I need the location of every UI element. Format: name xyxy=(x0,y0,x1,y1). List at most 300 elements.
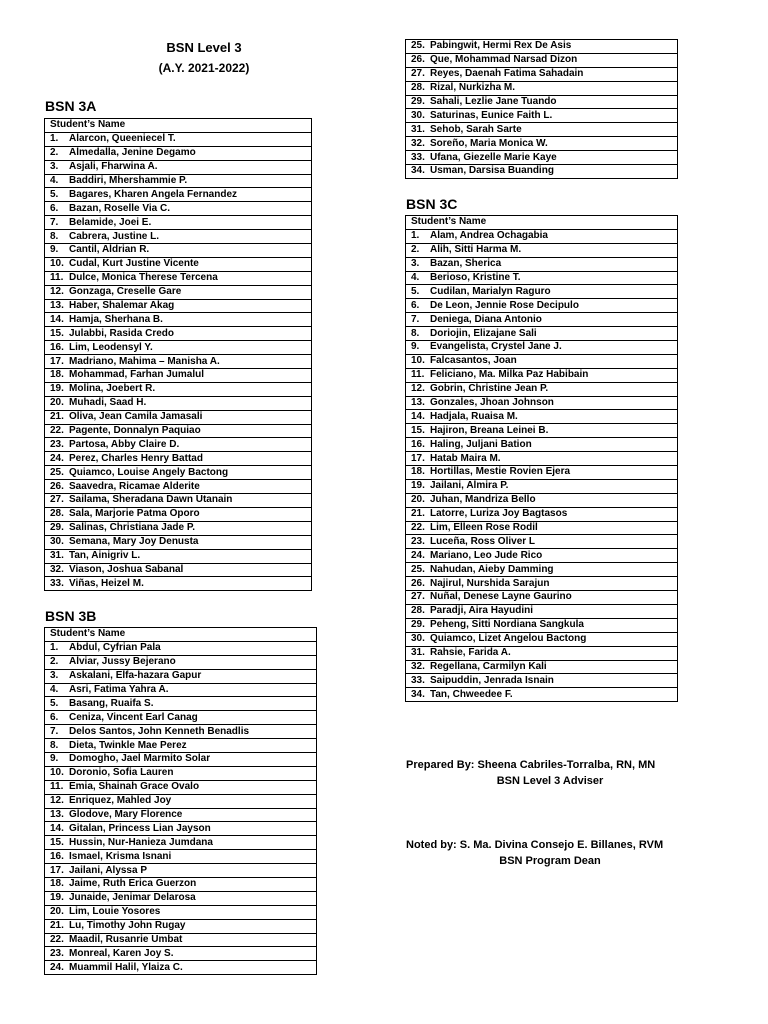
table-row xyxy=(45,466,312,480)
student-number: 18. xyxy=(50,878,64,890)
student-name: Cudilan, Marialyn Raguro xyxy=(430,285,551,297)
document-subtitle: (A.Y. 2021-2022) xyxy=(158,61,250,75)
student-cell xyxy=(45,494,312,508)
column-header-students-name: Student’s Name xyxy=(45,119,312,133)
student-cell xyxy=(45,549,312,563)
student-name: Jailani, Almira P. xyxy=(430,480,509,492)
student-cell xyxy=(406,479,678,493)
student-name: Tan, Ainigriv L. xyxy=(69,550,141,562)
table-row xyxy=(45,396,312,410)
student-name: Falcasantos, Joan xyxy=(430,355,517,367)
student-number: 32. xyxy=(50,563,64,575)
table-row xyxy=(406,493,678,507)
student-cell xyxy=(45,822,317,836)
table-row xyxy=(45,341,312,355)
table-row xyxy=(45,878,317,892)
student-cell xyxy=(45,410,312,424)
student-cell xyxy=(45,480,312,494)
student-number: 12. xyxy=(411,383,425,395)
student-cell xyxy=(406,674,678,688)
table-row xyxy=(406,632,678,646)
student-name: Belamide, Joei E. xyxy=(69,216,152,228)
student-number: 2. xyxy=(411,244,420,256)
student-cell xyxy=(45,299,312,313)
student-number: 16. xyxy=(411,438,425,450)
roster-table-bsn-3b-continued xyxy=(405,39,678,179)
student-name: Hadjala, Ruaisa M. xyxy=(430,410,518,422)
student-number: 7. xyxy=(411,313,420,325)
student-cell xyxy=(45,244,312,258)
student-number: 1. xyxy=(50,642,59,654)
student-number: 14. xyxy=(50,822,64,834)
table-row xyxy=(45,132,312,146)
student-name: Berioso, Kristine T. xyxy=(430,272,521,283)
table-row xyxy=(406,549,678,563)
student-cell xyxy=(45,257,312,271)
student-name: Muammil Halil, Ylaiza C. xyxy=(69,961,183,973)
student-number: 19. xyxy=(50,892,64,904)
student-cell xyxy=(406,604,678,618)
student-number: 3. xyxy=(50,161,59,173)
student-number: 21. xyxy=(411,508,425,520)
student-number: 33. xyxy=(411,151,425,163)
student-name: Gitalan, Princess Lian Jayson xyxy=(69,822,211,834)
student-number: 2. xyxy=(50,147,59,159)
student-number: 12. xyxy=(50,286,64,298)
student-cell xyxy=(45,452,312,466)
student-cell xyxy=(406,563,678,577)
student-number: 30. xyxy=(50,536,64,548)
student-cell xyxy=(406,313,678,327)
student-cell xyxy=(45,753,317,767)
student-number: 25. xyxy=(411,40,425,52)
student-cell xyxy=(45,313,312,327)
table-row xyxy=(45,299,312,313)
student-name: Hatab Maira M. xyxy=(430,452,501,464)
table-row xyxy=(45,188,312,202)
student-name: Gobrin, Christine Jean P. xyxy=(430,383,549,395)
student-cell xyxy=(406,67,678,81)
student-cell xyxy=(406,81,678,95)
student-number: 21. xyxy=(50,920,64,932)
student-name: Muhadi, Saad H. xyxy=(69,397,147,409)
student-name: Almedalla, Jenine Degamo xyxy=(69,147,196,159)
table-row xyxy=(406,535,678,549)
student-name: Peheng, Sitti Nordiana Sangkula xyxy=(430,619,584,631)
student-name: Gonzaga, Creselle Gare xyxy=(69,286,182,298)
table-row xyxy=(45,961,317,975)
student-name: Saturinas, Eunice Faith L. xyxy=(430,109,553,121)
student-number: 17. xyxy=(50,864,64,876)
roster-body-bsn-3a xyxy=(45,119,312,591)
student-number: 15. xyxy=(50,327,64,339)
student-cell xyxy=(45,641,317,655)
student-name: Ceniza, Vincent Earl Canag xyxy=(69,711,198,723)
table-row xyxy=(406,165,678,179)
student-name: Lu, Timothy John Rugay xyxy=(69,920,186,932)
table-row xyxy=(45,725,317,739)
student-number: 30. xyxy=(411,109,425,121)
student-number: 32. xyxy=(411,137,425,149)
table-row xyxy=(45,438,312,452)
student-name: Oliva, Jean Camila Jamasali xyxy=(69,411,203,423)
noted-by-role: BSN Program Dean xyxy=(499,855,601,867)
table-row xyxy=(406,123,678,137)
student-number: 2. xyxy=(50,656,59,668)
student-cell xyxy=(45,327,312,341)
roster-table-bsn-3b xyxy=(44,627,317,975)
student-name: Alarcon, Queeniecel T. xyxy=(69,133,176,145)
student-name: Nuñal, Denese Layne Gaurino xyxy=(430,591,572,603)
student-name: Reyes, Daenah Fatima Sahadain xyxy=(430,68,584,80)
roster-body-bsn-3b-part1 xyxy=(45,628,317,975)
student-cell xyxy=(45,711,317,725)
student-cell xyxy=(45,341,312,355)
student-name: Semana, Mary Joy Denusta xyxy=(69,536,199,548)
student-cell xyxy=(45,271,312,285)
student-cell xyxy=(45,202,312,216)
student-name: Glodove, Mary Florence xyxy=(69,809,183,821)
student-name: Haling, Juljani Bation xyxy=(430,438,532,450)
student-cell xyxy=(406,40,678,54)
table-header-row xyxy=(45,628,317,642)
student-name: Partosa, Abby Claire D. xyxy=(69,438,180,450)
student-number: 14. xyxy=(50,313,64,325)
student-number: 28. xyxy=(411,605,425,617)
table-row xyxy=(45,563,312,577)
student-name: Quiamco, Louise Angely Bactong xyxy=(69,466,229,478)
student-name: Junaide, Jenimar Delarosa xyxy=(69,892,196,904)
table-row xyxy=(45,933,317,947)
student-number: 20. xyxy=(50,397,64,409)
table-row xyxy=(45,424,312,438)
student-cell xyxy=(406,257,678,271)
student-name: Julabbi, Rasida Credo xyxy=(69,327,175,339)
table-row xyxy=(45,864,317,878)
student-number: 34. xyxy=(411,165,425,177)
student-name: Dieta, Twinkle Mae Perez xyxy=(69,739,187,751)
student-cell xyxy=(406,299,678,313)
table-row xyxy=(45,494,312,508)
table-row xyxy=(45,480,312,494)
table-row xyxy=(45,739,317,753)
student-name: Que, Mohammad Narsad Dizon xyxy=(430,54,578,66)
student-cell xyxy=(406,549,678,563)
student-number: 20. xyxy=(411,494,425,506)
section-heading-bsn-3b: BSN 3B xyxy=(45,608,97,624)
student-name: Rizal, Nurkizha M. xyxy=(430,82,516,94)
table-row xyxy=(45,836,317,850)
student-cell xyxy=(45,132,312,146)
student-number: 3. xyxy=(411,258,420,270)
student-number: 27. xyxy=(50,494,64,506)
student-number: 22. xyxy=(50,934,64,946)
student-number: 22. xyxy=(411,522,425,534)
table-row xyxy=(406,479,678,493)
student-cell xyxy=(45,507,312,521)
student-cell xyxy=(45,697,317,711)
table-row xyxy=(406,313,678,327)
column-header-students-name: Student’s Name xyxy=(45,628,317,642)
student-number: 4. xyxy=(50,175,59,186)
student-cell xyxy=(45,683,317,697)
table-row xyxy=(45,507,312,521)
student-name: Alih, Sitti Harma M. xyxy=(430,244,522,256)
table-row xyxy=(45,410,312,424)
student-cell xyxy=(406,591,678,605)
student-cell xyxy=(45,188,312,202)
student-cell xyxy=(45,905,317,919)
student-number: 6. xyxy=(50,711,59,723)
student-name: Enriquez, Mahled Joy xyxy=(69,795,172,807)
student-number: 12. xyxy=(50,795,64,807)
student-cell xyxy=(45,369,312,383)
student-cell xyxy=(45,355,312,369)
student-cell xyxy=(406,493,678,507)
student-cell xyxy=(45,739,317,753)
student-cell xyxy=(406,354,678,368)
student-cell xyxy=(406,229,678,243)
table-row xyxy=(406,674,678,688)
table-row xyxy=(45,452,312,466)
student-name: Asjali, Fharwina A. xyxy=(69,161,158,173)
table-row xyxy=(406,299,678,313)
student-name: Hortillas, Mestie Rovien Ejera xyxy=(430,466,571,478)
student-name: Hajiron, Breana Leinei B. xyxy=(430,424,549,436)
table-row xyxy=(45,794,317,808)
student-number: 11. xyxy=(411,369,425,381)
student-number: 31. xyxy=(411,123,425,135)
student-name: Luceña, Ross Oliver L xyxy=(430,535,536,547)
student-name: Lim, Louie Yosores xyxy=(69,906,161,918)
student-name: Dulce, Monica Therese Tercena xyxy=(69,272,218,284)
student-number: 27. xyxy=(411,68,425,80)
student-number: 1. xyxy=(411,230,420,242)
table-row xyxy=(45,711,317,725)
student-name: De Leon, Jennie Rose Decipulo xyxy=(430,299,579,311)
section-heading-bsn-3a: BSN 3A xyxy=(45,98,97,114)
table-row xyxy=(406,382,678,396)
student-name: Juhan, Mandriza Bello xyxy=(430,494,536,506)
student-cell xyxy=(406,368,678,382)
table-row xyxy=(45,146,312,160)
student-cell xyxy=(45,230,312,244)
table-row xyxy=(45,313,312,327)
table-row xyxy=(45,919,317,933)
roster-body-bsn-3b-part2 xyxy=(406,40,678,179)
student-cell xyxy=(45,466,312,480)
student-number: 4. xyxy=(50,684,59,695)
student-number: 18. xyxy=(411,466,425,478)
table-row xyxy=(406,368,678,382)
student-name: Regellana, Carmilyn Kali xyxy=(430,660,547,672)
student-number: 15. xyxy=(50,836,64,848)
student-number: 10. xyxy=(50,767,64,779)
student-number: 24. xyxy=(50,961,64,973)
student-number: 24. xyxy=(411,549,425,561)
student-name: Madriano, Mahima – Manisha A. xyxy=(69,355,220,367)
table-row xyxy=(45,905,317,919)
student-cell xyxy=(406,618,678,632)
table-row xyxy=(406,40,678,54)
student-cell xyxy=(406,271,678,285)
student-cell xyxy=(45,878,317,892)
student-name: Quiamco, Lizet Angelou Bactong xyxy=(430,633,587,645)
student-number: 19. xyxy=(50,383,64,395)
table-row xyxy=(45,822,317,836)
student-number: 29. xyxy=(411,619,425,631)
student-cell xyxy=(45,891,317,905)
table-row xyxy=(406,591,678,605)
student-name: Hamja, Sherhana B. xyxy=(69,313,163,325)
student-cell xyxy=(406,243,678,257)
table-row xyxy=(45,683,317,697)
student-number: 3. xyxy=(50,670,59,682)
student-name: Sahali, Lezlie Jane Tuando xyxy=(430,96,557,107)
table-row xyxy=(406,327,678,341)
table-row xyxy=(406,137,678,151)
student-name: Viason, Joshua Sabanal xyxy=(69,563,184,575)
table-header-row xyxy=(45,119,312,133)
student-number: 30. xyxy=(411,633,425,645)
table-row xyxy=(45,850,317,864)
student-number: 5. xyxy=(411,285,420,297)
student-cell xyxy=(45,521,312,535)
roster-body-bsn-3c xyxy=(406,216,678,702)
student-number: 25. xyxy=(50,466,64,478)
student-cell xyxy=(45,919,317,933)
student-number: 7. xyxy=(50,216,59,228)
student-cell xyxy=(45,836,317,850)
student-number: 22. xyxy=(50,425,64,437)
student-name: Bagares, Kharen Angela Fernandez xyxy=(69,188,238,200)
table-row xyxy=(45,382,312,396)
student-cell xyxy=(45,382,312,396)
student-number: 6. xyxy=(50,202,59,214)
student-name: Salinas, Christiana Jade P. xyxy=(69,522,195,534)
student-number: 31. xyxy=(411,647,425,659)
table-row xyxy=(45,808,317,822)
table-row xyxy=(406,688,678,702)
student-name: Doriojin, Elizajane Sali xyxy=(430,327,537,339)
student-name: Monreal, Karen Joy S. xyxy=(69,947,174,959)
student-cell xyxy=(45,577,312,591)
table-row xyxy=(45,521,312,535)
student-cell xyxy=(45,655,317,669)
student-name: Baddiri, Mhershammie P. xyxy=(69,175,188,186)
student-name: Usman, Darsisa Buanding xyxy=(430,165,554,177)
student-cell xyxy=(45,794,317,808)
table-row xyxy=(406,81,678,95)
table-row xyxy=(406,53,678,67)
table-row xyxy=(406,521,678,535)
student-cell xyxy=(45,216,312,230)
student-number: 8. xyxy=(50,739,59,751)
table-row xyxy=(406,438,678,452)
student-name: Gonzales, Jhoan Johnson xyxy=(430,397,554,409)
student-name: Feliciano, Ma. Milka Paz Habibain xyxy=(430,369,589,381)
student-number: 9. xyxy=(50,753,59,765)
student-cell xyxy=(45,864,317,878)
student-cell xyxy=(45,766,317,780)
student-name: Rahsie, Farida A. xyxy=(430,647,511,659)
student-number: 31. xyxy=(50,550,64,562)
table-row xyxy=(45,947,317,961)
student-cell xyxy=(45,174,312,188)
student-name: Jailani, Alyssa P xyxy=(69,864,148,876)
student-number: 16. xyxy=(50,850,64,862)
student-cell xyxy=(45,961,317,975)
student-name: Askalani, Elfa-hazara Gapur xyxy=(69,670,202,682)
table-row xyxy=(406,452,678,466)
student-name: Bazan, Sherica xyxy=(430,258,502,270)
table-row xyxy=(45,697,317,711)
student-number: 8. xyxy=(411,327,420,339)
table-row xyxy=(45,285,312,299)
table-row xyxy=(45,257,312,271)
table-row xyxy=(406,151,678,165)
student-name: Tan, Chweedee F. xyxy=(430,688,513,700)
student-cell xyxy=(406,646,678,660)
student-number: 33. xyxy=(50,577,64,589)
student-number: 5. xyxy=(50,188,59,200)
table-row xyxy=(406,410,678,424)
student-name: Perez, Charles Henry Battad xyxy=(69,452,203,464)
student-name: Latorre, Luriza Joy Bagtasos xyxy=(430,508,568,520)
table-row xyxy=(406,396,678,410)
table-row xyxy=(406,646,678,660)
prepared-by-role: BSN Level 3 Adviser xyxy=(496,775,604,787)
student-name: Bazan, Roselle Via C. xyxy=(69,202,170,214)
student-number: 33. xyxy=(411,674,425,686)
student-cell xyxy=(406,452,678,466)
student-cell xyxy=(406,285,678,299)
student-cell xyxy=(406,396,678,410)
table-row xyxy=(45,655,317,669)
student-number: 14. xyxy=(411,410,425,422)
table-row xyxy=(406,243,678,257)
table-row xyxy=(45,780,317,794)
student-cell xyxy=(45,438,312,452)
table-row xyxy=(406,95,678,109)
student-number: 7. xyxy=(50,725,59,737)
student-name: Abdul, Cyfrian Pala xyxy=(69,642,161,654)
student-name: Molina, Joebert R. xyxy=(69,383,156,395)
student-cell xyxy=(406,521,678,535)
table-row xyxy=(406,341,678,355)
student-cell xyxy=(45,808,317,822)
student-name: Evangelista, Crystel Jane J. xyxy=(430,341,562,353)
table-row xyxy=(406,507,678,521)
student-cell xyxy=(406,382,678,396)
section-heading-bsn-3c: BSN 3C xyxy=(406,196,458,212)
student-number: 23. xyxy=(50,438,64,450)
student-number: 13. xyxy=(411,397,425,409)
student-cell xyxy=(45,933,317,947)
student-name: Alam, Andrea Ochagabia xyxy=(430,230,548,242)
table-row xyxy=(45,327,312,341)
table-row xyxy=(406,424,678,438)
table-row xyxy=(406,229,678,243)
table-row xyxy=(45,766,317,780)
student-name: Soreño, Maria Monica W. xyxy=(430,137,548,149)
student-name: Asri, Fatima Yahra A. xyxy=(69,684,169,695)
table-row xyxy=(45,891,317,905)
student-cell xyxy=(406,466,678,480)
table-row xyxy=(45,355,312,369)
student-number: 23. xyxy=(411,535,425,547)
student-cell xyxy=(406,410,678,424)
